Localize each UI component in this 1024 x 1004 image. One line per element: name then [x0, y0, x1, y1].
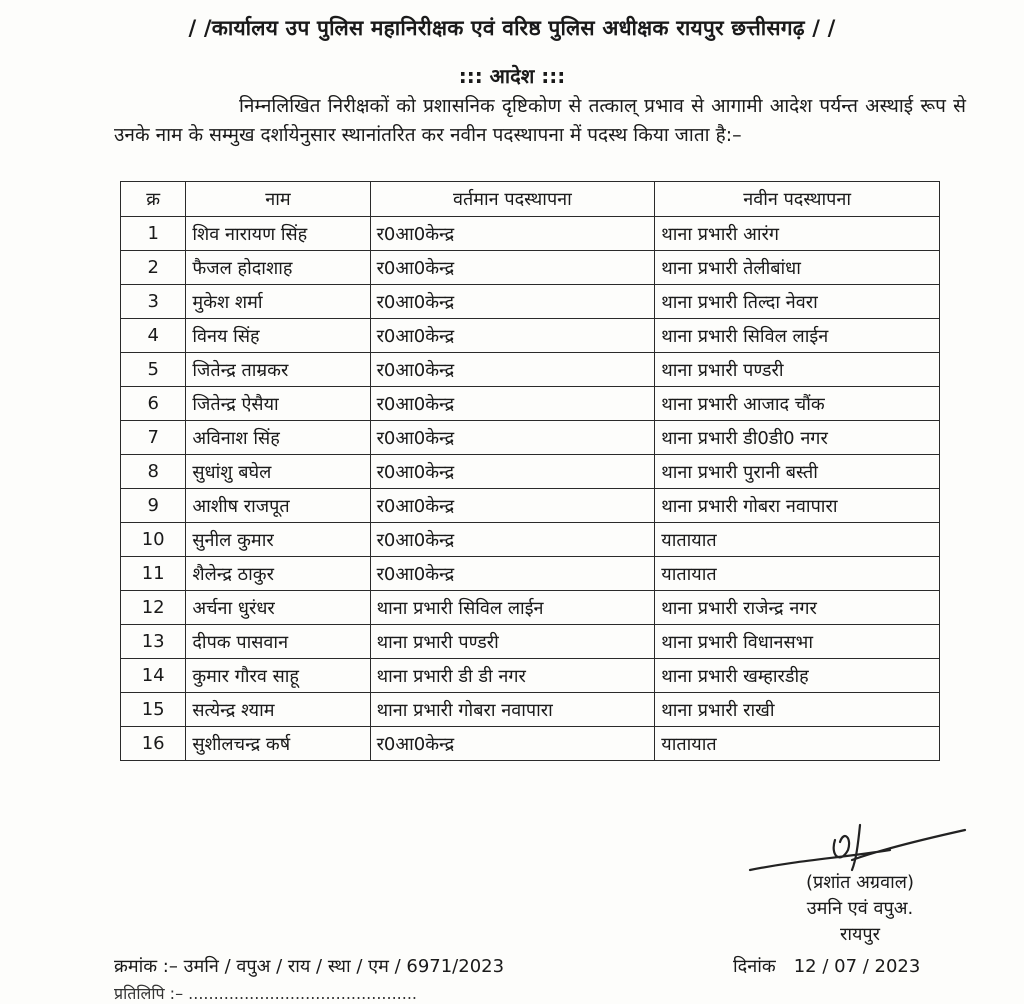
row-new-posting: थाना प्रभारी खम्हारडीह — [655, 659, 940, 693]
row-new-posting: थाना प्रभारी पुरानी बस्ती — [655, 455, 940, 489]
row-new-posting: यातायात — [655, 523, 940, 557]
row-officer-name: फैजल होदाशाह — [186, 251, 370, 285]
row-officer-name: सुनील कुमार — [186, 523, 370, 557]
row-current-posting: र0आ0केन्द्र — [370, 285, 655, 319]
row-officer-name: जितेन्द्र ऐसैया — [186, 387, 370, 421]
table-row — [121, 455, 940, 489]
table-row — [121, 387, 940, 421]
table-row — [121, 727, 940, 761]
row-serial: 10 — [121, 523, 186, 557]
table-row — [121, 591, 940, 625]
row-new-posting: थाना प्रभारी विधानसभा — [655, 625, 940, 659]
signatory-place: रायपुर — [839, 924, 881, 945]
table-row — [121, 693, 940, 727]
row-new-posting: थाना प्रभारी राजेन्द्र नगर — [655, 591, 940, 625]
row-current-posting: थाना प्रभारी डी डी नगर — [370, 659, 655, 693]
row-serial: 13 — [121, 625, 186, 659]
table-row — [121, 217, 940, 251]
row-current-posting: थाना प्रभारी गोबरा नवापारा — [370, 693, 655, 727]
signatory-designation: उमनि एवं वपुअ. — [806, 898, 914, 919]
table-header-row — [121, 182, 940, 217]
header-serial: क्र — [121, 182, 186, 217]
row-serial: 15 — [121, 693, 186, 727]
row-current-posting: थाना प्रभारी सिविल लाईन — [370, 591, 655, 625]
row-current-posting: र0आ0केन्द्र — [370, 387, 655, 421]
row-serial: 5 — [121, 353, 186, 387]
row-current-posting: थाना प्रभारी पण्डरी — [370, 625, 655, 659]
row-officer-name: विनय सिंह — [186, 319, 370, 353]
row-officer-name: कुमार गौरव साहू — [186, 659, 370, 693]
row-serial: 4 — [121, 319, 186, 353]
row-new-posting: यातायात — [655, 727, 940, 761]
signatory-name: (प्रशांत अग्रवाल) — [806, 872, 914, 893]
table-row — [121, 489, 940, 523]
header-new-posting: नवीन पदस्थापना — [655, 182, 940, 217]
date-label: दिनांक — [733, 956, 776, 977]
header-current-posting: वर्तमान पदस्थापना — [370, 182, 655, 217]
row-serial: 3 — [121, 285, 186, 319]
row-current-posting: र0आ0केन्द्र — [370, 217, 655, 251]
row-officer-name: मुकेश शर्मा — [186, 285, 370, 319]
row-officer-name: सुधांशु बघेल — [186, 455, 370, 489]
order-title: ::: आदेश ::: — [458, 64, 566, 88]
copy-to-line: प्रतिलिपि :– ............................................. — [114, 984, 418, 1003]
row-current-posting: र0आ0केन्द्र — [370, 489, 655, 523]
row-serial: 7 — [121, 421, 186, 455]
row-officer-name: अर्चना धुरंधर — [186, 591, 370, 625]
header-name: नाम — [186, 182, 370, 217]
row-new-posting: थाना प्रभारी गोबरा नवापारा — [655, 489, 940, 523]
row-current-posting: र0आ0केन्द्र — [370, 319, 655, 353]
row-current-posting: र0आ0केन्द्र — [370, 727, 655, 761]
row-officer-name: अविनाश सिंह — [186, 421, 370, 455]
row-new-posting: थाना प्रभारी आरंग — [655, 217, 940, 251]
row-new-posting: थाना प्रभारी राखी — [655, 693, 940, 727]
office-title: / /कार्यालय उप पुलिस महानिरीक्षक एवं वरिष्ठ पुलिस अधीक्षक रायपुर छत्तीसगढ़ / / — [188, 16, 836, 40]
table-row — [121, 421, 940, 455]
row-current-posting: र0आ0केन्द्र — [370, 353, 655, 387]
row-new-posting: थाना प्रभारी आजाद चौंक — [655, 387, 940, 421]
table-row — [121, 319, 940, 353]
transfer-table — [120, 181, 940, 761]
row-officer-name: जितेन्द्र ताम्रकर — [186, 353, 370, 387]
row-new-posting: थाना प्रभारी तिल्दा नेवरा — [655, 285, 940, 319]
row-officer-name: सत्येन्द्र श्याम — [186, 693, 370, 727]
row-serial: 16 — [121, 727, 186, 761]
row-serial: 1 — [121, 217, 186, 251]
row-serial: 6 — [121, 387, 186, 421]
table-row — [121, 557, 940, 591]
table-row — [121, 353, 940, 387]
order-date — [733, 954, 920, 978]
row-current-posting: र0आ0केन्द्र — [370, 455, 655, 489]
row-serial: 2 — [121, 251, 186, 285]
row-officer-name: आशीष राजपूत — [186, 489, 370, 523]
table-row — [121, 251, 940, 285]
order-reference-number: क्रमांक :– उमनि / वपुअ / राय / स्था / एम / 6971/2023 — [114, 956, 505, 977]
row-serial: 9 — [121, 489, 186, 523]
row-current-posting: र0आ0केन्द्र — [370, 523, 655, 557]
table-row — [121, 659, 940, 693]
intro-paragraph: निम्नलिखित निरीक्षकों को प्रशासनिक दृष्टिकोण से तत्काल् प्रभाव से आगामी आदेश पर्यन्त अस्थाई रूप से उनके नाम के सम्मुख दर्शायेनुसार स्थानांतरित कर नवीन पदस्थापना में पदस्थ किया जाता है:– — [114, 95, 966, 146]
row-serial: 11 — [121, 557, 186, 591]
row-officer-name: दीपक पासवान — [186, 625, 370, 659]
date-value: 12 / 07 / 2023 — [793, 956, 921, 977]
table-row — [121, 625, 940, 659]
row-current-posting: र0आ0केन्द्र — [370, 251, 655, 285]
table-row — [121, 285, 940, 319]
row-new-posting: थाना प्रभारी सिविल लाईन — [655, 319, 940, 353]
row-serial: 14 — [121, 659, 186, 693]
row-serial: 12 — [121, 591, 186, 625]
signatory-block — [760, 870, 960, 948]
table-row — [121, 523, 940, 557]
row-new-posting: थाना प्रभारी पण्डरी — [655, 353, 940, 387]
row-current-posting: र0आ0केन्द्र — [370, 421, 655, 455]
row-officer-name: शिव नारायण सिंह — [186, 217, 370, 251]
row-officer-name: शैलेन्द्र ठाकुर — [186, 557, 370, 591]
row-officer-name: सुशीलचन्द्र कर्ष — [186, 727, 370, 761]
row-serial: 8 — [121, 455, 186, 489]
row-new-posting: थाना प्रभारी डी0डी0 नगर — [655, 421, 940, 455]
row-new-posting: यातायात — [655, 557, 940, 591]
row-current-posting: र0आ0केन्द्र — [370, 557, 655, 591]
row-new-posting: थाना प्रभारी तेलीबांधा — [655, 251, 940, 285]
